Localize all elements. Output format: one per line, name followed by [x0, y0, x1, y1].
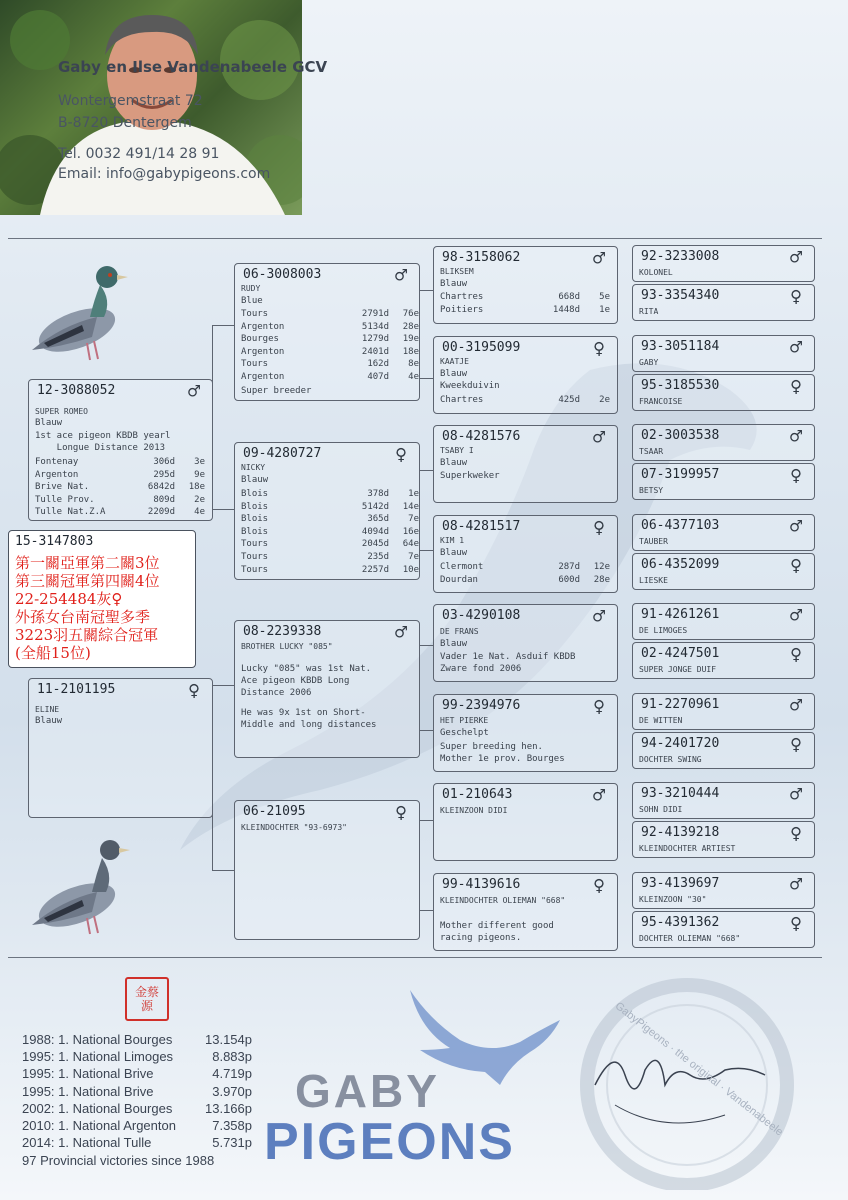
- pedigree-dam-dam: [234, 800, 420, 940]
- male-icon: ♂: [592, 604, 605, 628]
- ring-number: 01-210643: [442, 787, 513, 802]
- ring-number: 07-3199957: [641, 467, 720, 482]
- results-list: [35, 456, 205, 519]
- result-row: Argenton 407d 4e: [241, 371, 419, 382]
- pigeon-note: Lucky "085" was 1st Nat.: [241, 664, 372, 674]
- male-icon: ♂: [592, 783, 605, 807]
- result-row: Blois 378d 1e: [241, 489, 419, 499]
- male-icon: ♂: [789, 693, 802, 717]
- male-icon: ♂: [789, 245, 802, 269]
- ring-number: 02-4247501: [641, 646, 720, 661]
- pigeon-name: KLEINDOCHTER OLIEMAN "668": [440, 896, 566, 905]
- ring-number: 98-3158062: [442, 250, 521, 265]
- pedigree-ggp: [632, 782, 815, 819]
- ring-number: 99-4139616: [442, 877, 521, 892]
- ring-number: 06-21095: [243, 804, 306, 819]
- female-icon: ♀: [394, 442, 407, 466]
- male-icon: ♂: [789, 335, 802, 359]
- pedigree-ggp: [632, 424, 815, 461]
- pigeon-name: FRANCOISE: [639, 397, 683, 406]
- pedigree-main: [28, 379, 213, 521]
- pigeon-name: HET PIERKE: [440, 716, 489, 725]
- male-icon: ♂: [592, 425, 605, 449]
- pigeon-name: TSABY I: [440, 446, 474, 455]
- pigeon-name: BLIKSEM: [440, 267, 474, 276]
- pigeon-name: LIESKE: [639, 576, 668, 585]
- ring-number: 02-3003538: [641, 428, 720, 443]
- pedigree-g6: [433, 694, 618, 772]
- pigeon-name: BROTHER LUCKY "085": [241, 642, 333, 651]
- pigeon-icon-bottom: [22, 830, 132, 940]
- male-icon: ♂: [394, 620, 407, 644]
- pigeon-note: Superkweker: [440, 471, 500, 481]
- pigeon-name: KLEINZOON "30": [639, 895, 707, 904]
- ring-number: 93-4139697: [641, 876, 720, 891]
- pigeon-name: RUDY: [241, 284, 261, 293]
- female-icon: ♀: [789, 642, 802, 666]
- male-icon: ♂: [789, 782, 802, 806]
- pigeon-name: DOCHTER OLIEMAN "668": [639, 934, 741, 943]
- female-icon: ♀: [592, 515, 605, 539]
- pigeon-note: Longue Distance 2013: [35, 443, 166, 453]
- male-icon: ♂: [592, 246, 605, 270]
- pigeon-note: Super breeder: [241, 386, 312, 396]
- result-row: Blois 365d 7e: [241, 514, 419, 525]
- female-icon: ♀: [789, 732, 802, 756]
- ring-number: 06-3008003: [243, 267, 322, 282]
- overlay-note: [8, 530, 196, 668]
- pigeon-name: DE LIMOGES: [639, 626, 688, 635]
- pigeon-color: Blue: [241, 296, 263, 306]
- results-list: [440, 394, 610, 407]
- ring-number: 08-4281517: [442, 519, 521, 534]
- results-list: [241, 308, 419, 384]
- female-icon: ♀: [789, 374, 802, 398]
- achievement-item: 1995: 1. National Limoges 8.883p: [22, 1049, 252, 1064]
- overlay-line: (全船15位): [15, 644, 91, 662]
- pigeon-name: SUPER JONGE DUIF: [639, 665, 717, 674]
- overlay-line: 3223羽五關綜合冠軍: [15, 626, 159, 644]
- pigeon-name: KLEINDOCHTER "93-6973": [241, 823, 347, 832]
- pigeon-name: KAATJE: [440, 357, 469, 366]
- pigeon-name: TAUBER: [639, 537, 668, 546]
- pigeon-note: Kweekduivin: [440, 381, 500, 391]
- pedigree-ggp: [632, 463, 815, 500]
- result-row: Clermont 287d 12e: [440, 562, 610, 572]
- pigeon-note: He was 9x 1st on Short-: [241, 708, 366, 718]
- pigeon-color: Geschelpt: [440, 728, 489, 738]
- pedigree-ggp: [632, 514, 815, 551]
- female-icon: ♀: [592, 694, 605, 718]
- result-row: Tours 2791d 76e: [241, 309, 419, 319]
- overlay-line: 第一關亞軍第二關3位: [15, 554, 160, 572]
- result-row: Blois 5142d 14e: [241, 501, 419, 512]
- result-row: Argenton 5134d 28e: [241, 321, 419, 332]
- female-icon: ♀: [394, 800, 407, 824]
- pedigree-ggp: [632, 693, 815, 730]
- ring-number: 93-3051184: [641, 339, 720, 354]
- ring-number: 95-3185530: [641, 378, 720, 393]
- pigeon-name: DE WITTEN: [639, 716, 683, 725]
- stamp-seal: [125, 977, 169, 1021]
- male-icon: ♂: [789, 872, 802, 896]
- pedigree-ggp: [632, 284, 815, 321]
- pigeon-note: Ace pigeon KBDB Long: [241, 676, 350, 686]
- female-icon: ♀: [789, 553, 802, 577]
- pigeon-name: DOCHTER SWING: [639, 755, 702, 764]
- header-divider: [8, 238, 822, 239]
- pigeon-name: KOLONEL: [639, 268, 673, 277]
- ring-number: 06-4352099: [641, 557, 720, 572]
- pedigree-sire-dam: [234, 442, 420, 580]
- pigeon-note: Distance 2006: [241, 688, 312, 698]
- pedigree-sire: [234, 263, 420, 401]
- result-row: Tulle Prov. 809d 2e: [35, 494, 205, 505]
- female-icon: ♀: [592, 873, 605, 897]
- result-row: Tours 2045d 64e: [241, 539, 419, 550]
- email-address: Email: info@gabypigeons.com: [58, 166, 271, 182]
- pigeon-icon-top: [22, 255, 132, 365]
- result-row: Tulle Nat.Z.A 2209d 4e: [35, 507, 205, 518]
- ring-number: 00-3195099: [442, 340, 521, 355]
- ring-number: 06-4377103: [641, 518, 720, 533]
- pigeon-note: 1st ace pigeon KBDB yearl: [35, 431, 171, 441]
- male-icon: ♂: [789, 424, 802, 448]
- achievement-item: 1995: 1. National Brive 4.719p: [22, 1066, 252, 1081]
- stamp-text: 金蔡源: [134, 985, 159, 1013]
- result-row: Fontenay 306d 3e: [35, 457, 205, 467]
- results-list: [440, 291, 610, 316]
- female-icon: ♀: [789, 911, 802, 935]
- male-icon: ♂: [789, 514, 802, 538]
- pigeon-name: BETSY: [639, 486, 664, 495]
- seal-text: GabyPigeons · the original · Vandenabeele: [612, 1000, 786, 1139]
- footer-divider: [8, 957, 822, 958]
- achievement-item: 97 Provincial victories since 1988: [22, 1153, 215, 1168]
- pedigree-ggp: [632, 911, 815, 948]
- ring-number: 11-2101195: [37, 682, 116, 697]
- ring-number: 08-2239338: [243, 624, 322, 639]
- result-row: Tours 235d 7e: [241, 551, 419, 562]
- pigeon-note: Middle and long distances: [241, 720, 377, 730]
- overlay-line: 外孫女台南冠聖多季: [15, 608, 151, 626]
- pigeon-color: Blauw: [35, 418, 63, 428]
- breeder-name: Gaby en Ilse Vandenabeele GCV: [58, 58, 328, 76]
- pigeon-name: RITA: [639, 307, 659, 316]
- pigeon-note: Vader 1e Nat. Asduif KBDB: [440, 652, 576, 662]
- ring-number: 09-4280727: [243, 446, 322, 461]
- pigeon-color: Blauw: [241, 475, 269, 485]
- overlay-line: 22-254484灰♀: [15, 590, 123, 608]
- pedigree-ggp: [632, 335, 815, 372]
- logo-line2: PIGEONS: [264, 1113, 515, 1171]
- pigeon-note: Mother different good: [440, 921, 554, 931]
- result-row: Dourdan 600d 28e: [440, 574, 610, 585]
- pedigree-ggp: [632, 553, 815, 590]
- achievement-item: 1988: 1. National Bourges 13.154p: [22, 1032, 252, 1047]
- pigeon-name: TSAAR: [639, 447, 664, 456]
- pigeon-name: KIM 1: [440, 536, 465, 545]
- female-icon: ♀: [187, 678, 200, 702]
- result-row: Bourges 1279d 19e: [241, 334, 419, 345]
- male-icon: ♂: [187, 379, 200, 403]
- ring-number: 03-4290108: [442, 608, 521, 623]
- achievement-item: 1995: 1. National Brive 3.970p: [22, 1084, 252, 1099]
- results-list: [440, 561, 610, 586]
- result-row: Poitiers 1448d 1e: [440, 304, 610, 315]
- pigeon-name: KLEINZOON DIDI: [440, 806, 508, 815]
- result-row: Tours 2257d 10e: [241, 564, 419, 575]
- ring-number: 12-3088052: [37, 383, 116, 398]
- pedigree-g3: [433, 425, 618, 503]
- ring-number: 91-4261261: [641, 607, 720, 622]
- logo-line1: GABY: [295, 1065, 440, 1117]
- result-row: Argenton 295d 9e: [35, 469, 205, 480]
- female-icon: ♀: [592, 336, 605, 360]
- ring-number: 94-2401720: [641, 736, 720, 751]
- ring-number: 92-4139218: [641, 825, 720, 840]
- pigeon-color: Blauw: [440, 279, 468, 289]
- ring-number: 08-4281576: [442, 429, 521, 444]
- results-list: [241, 488, 419, 576]
- pedigree-g4: [433, 515, 618, 593]
- pedigree-ggp: [632, 603, 815, 640]
- pigeon-color: Blauw: [35, 716, 63, 726]
- achievement-item: 2010: 1. National Argenton 7.358p: [22, 1118, 252, 1133]
- female-icon: ♀: [789, 463, 802, 487]
- male-icon: ♂: [394, 263, 407, 287]
- pedigree-ggp: [632, 245, 815, 282]
- result-row: Chartres 668d 5e: [440, 292, 610, 302]
- overlay-ring-number: 15-3147803: [15, 534, 94, 549]
- pedigree-ggp: [632, 642, 815, 679]
- pigeon-name: SOHN DIDI: [639, 805, 683, 814]
- result-row: Blois 4094d 16e: [241, 526, 419, 537]
- pedigree-g8: [433, 873, 618, 951]
- result-row: Tours 162d 8e: [241, 359, 419, 370]
- pedigree-ggp: [632, 374, 815, 411]
- pedigree-g2: [433, 336, 618, 414]
- pedigree-g7: [433, 783, 618, 861]
- pigeon-color: Blauw: [440, 639, 468, 649]
- signature-seal-icon: [575, 975, 800, 1190]
- pigeon-note: Super breeding hen.: [440, 742, 543, 752]
- pigeon-color: Blauw: [440, 548, 468, 558]
- ring-number: 92-3233008: [641, 249, 720, 264]
- pedigree-g5: [433, 604, 618, 682]
- ring-number: 95-4391362: [641, 915, 720, 930]
- pedigree-ggp: [632, 821, 815, 858]
- pigeon-name: ELINE: [35, 705, 60, 714]
- pigeon-name: KLEINDOCHTER ARTIEST: [639, 844, 736, 853]
- pigeon-name: SUPER ROMEO: [35, 407, 88, 416]
- pigeon-note: Zware fond 2006: [440, 664, 522, 674]
- pigeon-name: DE FRANS: [440, 627, 479, 636]
- pigeon-name: GABY: [639, 358, 659, 367]
- male-icon: ♂: [789, 603, 802, 627]
- phone-number: Tel. 0032 491/14 28 91: [58, 146, 220, 162]
- overlay-line: 第三關冠軍第四關4位: [15, 572, 160, 590]
- female-icon: ♀: [789, 284, 802, 308]
- address-city: B-8720 Dentergem: [58, 115, 192, 131]
- ring-number: 91-2270961: [641, 697, 720, 712]
- pigeon-note: Mother 1e prov. Bourges: [440, 754, 565, 764]
- ring-number: 99-2394976: [442, 698, 521, 713]
- result-row: Brive Nat. 6842d 18e: [35, 482, 205, 493]
- pigeon-name: NICKY: [241, 463, 266, 472]
- female-icon: ♀: [789, 821, 802, 845]
- pedigree-g1: [433, 246, 618, 324]
- ring-number: 93-3354340: [641, 288, 720, 303]
- pedigree-dam-sire: [234, 620, 420, 758]
- address-street: Wontergemstraat 72: [58, 93, 203, 109]
- pigeon-note: racing pigeons.: [440, 933, 522, 943]
- result-row: Argenton 2401d 18e: [241, 346, 419, 357]
- result-row: Chartres 425d 2e: [440, 395, 610, 405]
- pedigree-ggp: [632, 872, 815, 909]
- achievement-item: 2014: 1. National Tulle 5.731p: [22, 1135, 252, 1150]
- pedigree-ggp: [632, 732, 815, 769]
- ring-number: 93-3210444: [641, 786, 720, 801]
- pigeon-color: Blauw: [440, 458, 468, 468]
- pedigree-dam: [28, 678, 213, 818]
- achievement-item: 2002: 1. National Bourges 13.166p: [22, 1101, 252, 1116]
- pigeon-color: Blauw: [440, 369, 468, 379]
